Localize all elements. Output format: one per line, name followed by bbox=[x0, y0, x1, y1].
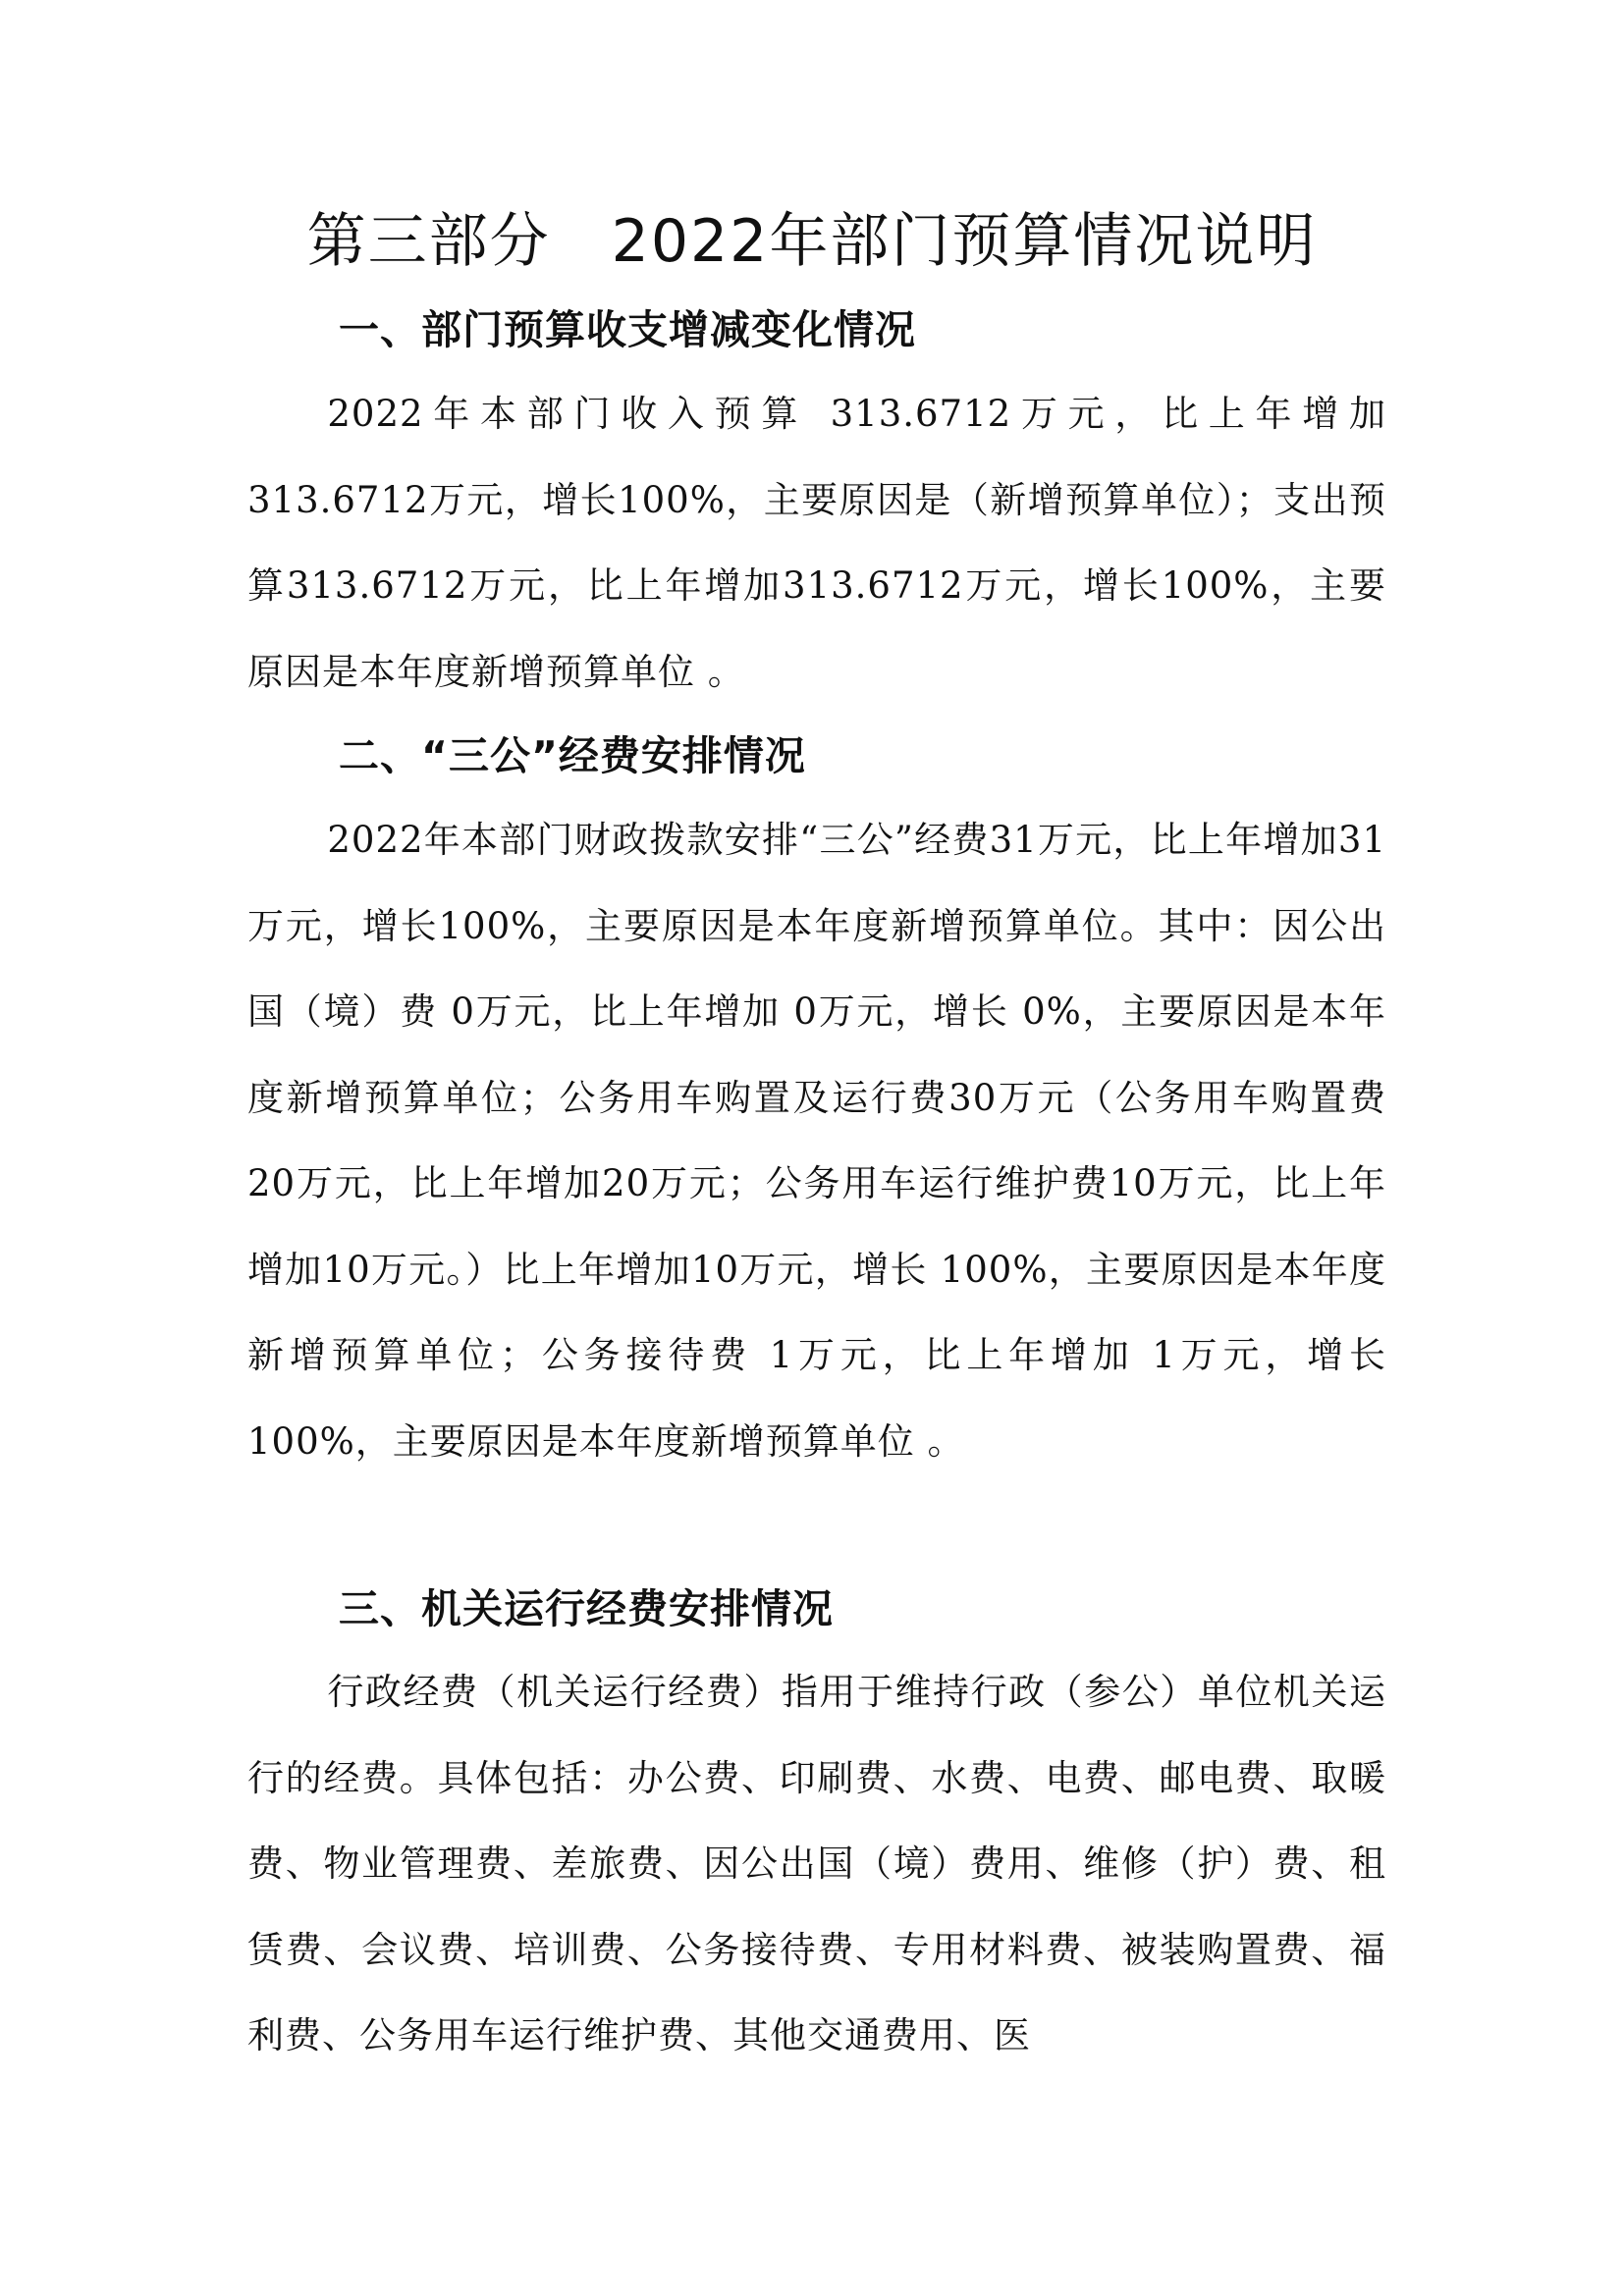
section-paragraph-budget-changes: 2022年本部门收入预算 313.6712万元，比上年增加 313.6712万元，增长100%，主要原因是（新增预算单位）；支出预算313.6712万元，比上年增加313.6712万元，增长100%，主要原因是本年度新增预算单位 。 bbox=[247, 393, 1386, 693]
section-heading-operating-expenses: 三、机关运行经费安排情况 bbox=[339, 1585, 834, 1632]
section-heading-budget-changes: 一、部门预算收支增减变化情况 bbox=[339, 306, 916, 353]
section-paragraph-operating-expenses: 行政经费（机关运行经费）指用于维持行政（参公）单位机关运行的经费。具体包括：办公费、印刷费、水费、电费、邮电费、取暖费、物业管理费、差旅费、因公出国（境）费用、维修（护）费、租赁费、会议费、培训费、公务接待费、专用材料费、被装购置费、福利费、公务用车运行维护费、其他交通费用、医 bbox=[247, 1671, 1386, 2056]
section-paragraph-three-public-expenses: 2022年本部门财政拨款安排“三公”经费31万元，比上年增加31万元，增长100%，主要原因是本年度新增预算单位。其中：因公出国（境）费 0万元，比上年增加 0万元，增长 0%，主要原因是本年度新增预算单位；公务用车购置及运行费30万元（公务用车购置费20万元，比上年增加20万元；公务用车运行维护费10万元，比上年增加10万元。）比上年增加10万元，增长 100%，主要原因是本年度新增预算单位；公务接待费 1万元，比上年增加 1万元，增长 100%，主要原因是本年度新增预算单位 。 bbox=[247, 819, 1386, 1463]
document-title: 第三部分 2022年部门预算情况说明 bbox=[306, 207, 1318, 276]
section-heading-three-public-expenses: 二、“三公”经费安排情况 bbox=[339, 732, 806, 779]
